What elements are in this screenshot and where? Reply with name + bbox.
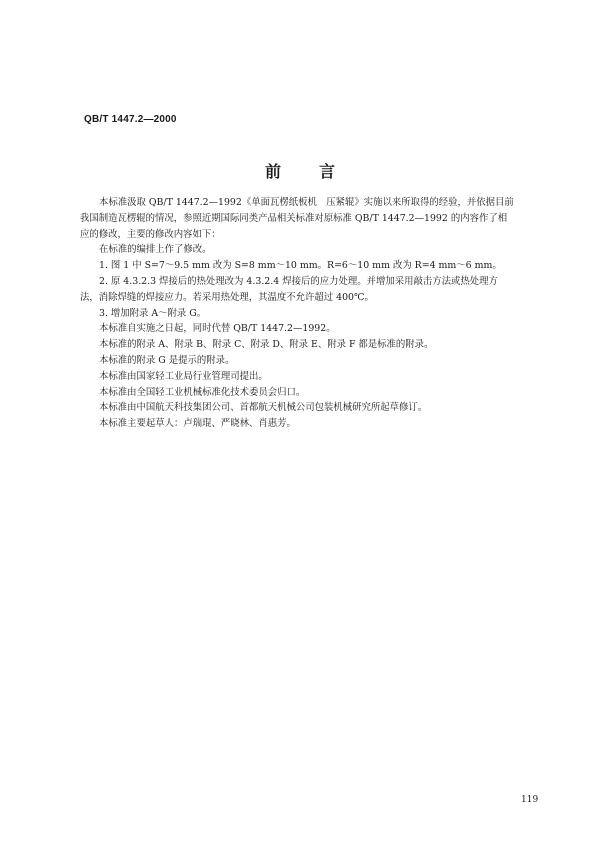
- foreword-paragraph-replacement: 本标准自实施之日起，同时代替 QB/T 1447.2—1992。: [99, 323, 336, 335]
- page-number: 119: [521, 795, 539, 805]
- foreword-paragraph-administrator: 本标准由全国轻工业机械标准化技术委员会归口。: [99, 386, 306, 398]
- foreword-paragraph-informative-annex: 本标准的附录 G 是提示的附录。: [99, 354, 235, 366]
- foreword-paragraph-drafters: 本标准主要起草人：卢瑞琨、严晓林、肖惠芳。: [99, 418, 296, 430]
- text-line: 我国制造瓦楞辊的情况，参照近期国际同类产品相关标准对原标准 QB/T 1447.2—1992 的内容作了相: [80, 212, 508, 224]
- foreword-paragraph-drafting-org: 本标准由中国航天科技集团公司、首都航天机械公司包装机械研究所起草修订。: [99, 402, 428, 414]
- foreword-list-item-1: 1. 图 1 中 S=7～9.5 mm 改为 S=8 mm～10 mm。R=6～10 mm 改为 R=4 mm～6 mm。: [99, 260, 502, 272]
- foreword-body: [80, 195, 555, 432]
- text-line: 2. 原 4.3.2.3 焊接后的热处理改为 4.3.2.4 焊接后的应力处理。并增加采用敲击方法或热处理方: [99, 275, 498, 287]
- text-line: 本标准汲取 QB/T 1447.2—1992《单面瓦楞纸板机 压紧辊》实施以来所取得的经验，并依据目前: [99, 197, 514, 208]
- foreword-paragraph-intro: [80, 195, 555, 242]
- foreword-paragraph-proposer: 本标准由国家轻工业局行业管理司提出。: [99, 370, 268, 382]
- page-title: 前言: [264, 162, 373, 181]
- text-line: 应的修改，主要的修改内容如下：: [80, 228, 221, 240]
- foreword-paragraph: 在标准的编排上作了修改。: [99, 244, 212, 256]
- text-line: 法，消除焊缝的焊接应力。若采用热处理，其温度不允许超过 400℃。: [80, 291, 374, 303]
- foreword-paragraph-normative-annexes: 本标准的附录 A、附录 B、附录 C、附录 D、附录 E、附录 F 都是标准的附录。: [99, 339, 434, 351]
- foreword-list-item-3: 3. 增加附录 A～附录 G。: [99, 307, 207, 319]
- foreword-list-item-2: [80, 274, 555, 306]
- standard-code: QB/T 1447.2—2000: [84, 114, 177, 125]
